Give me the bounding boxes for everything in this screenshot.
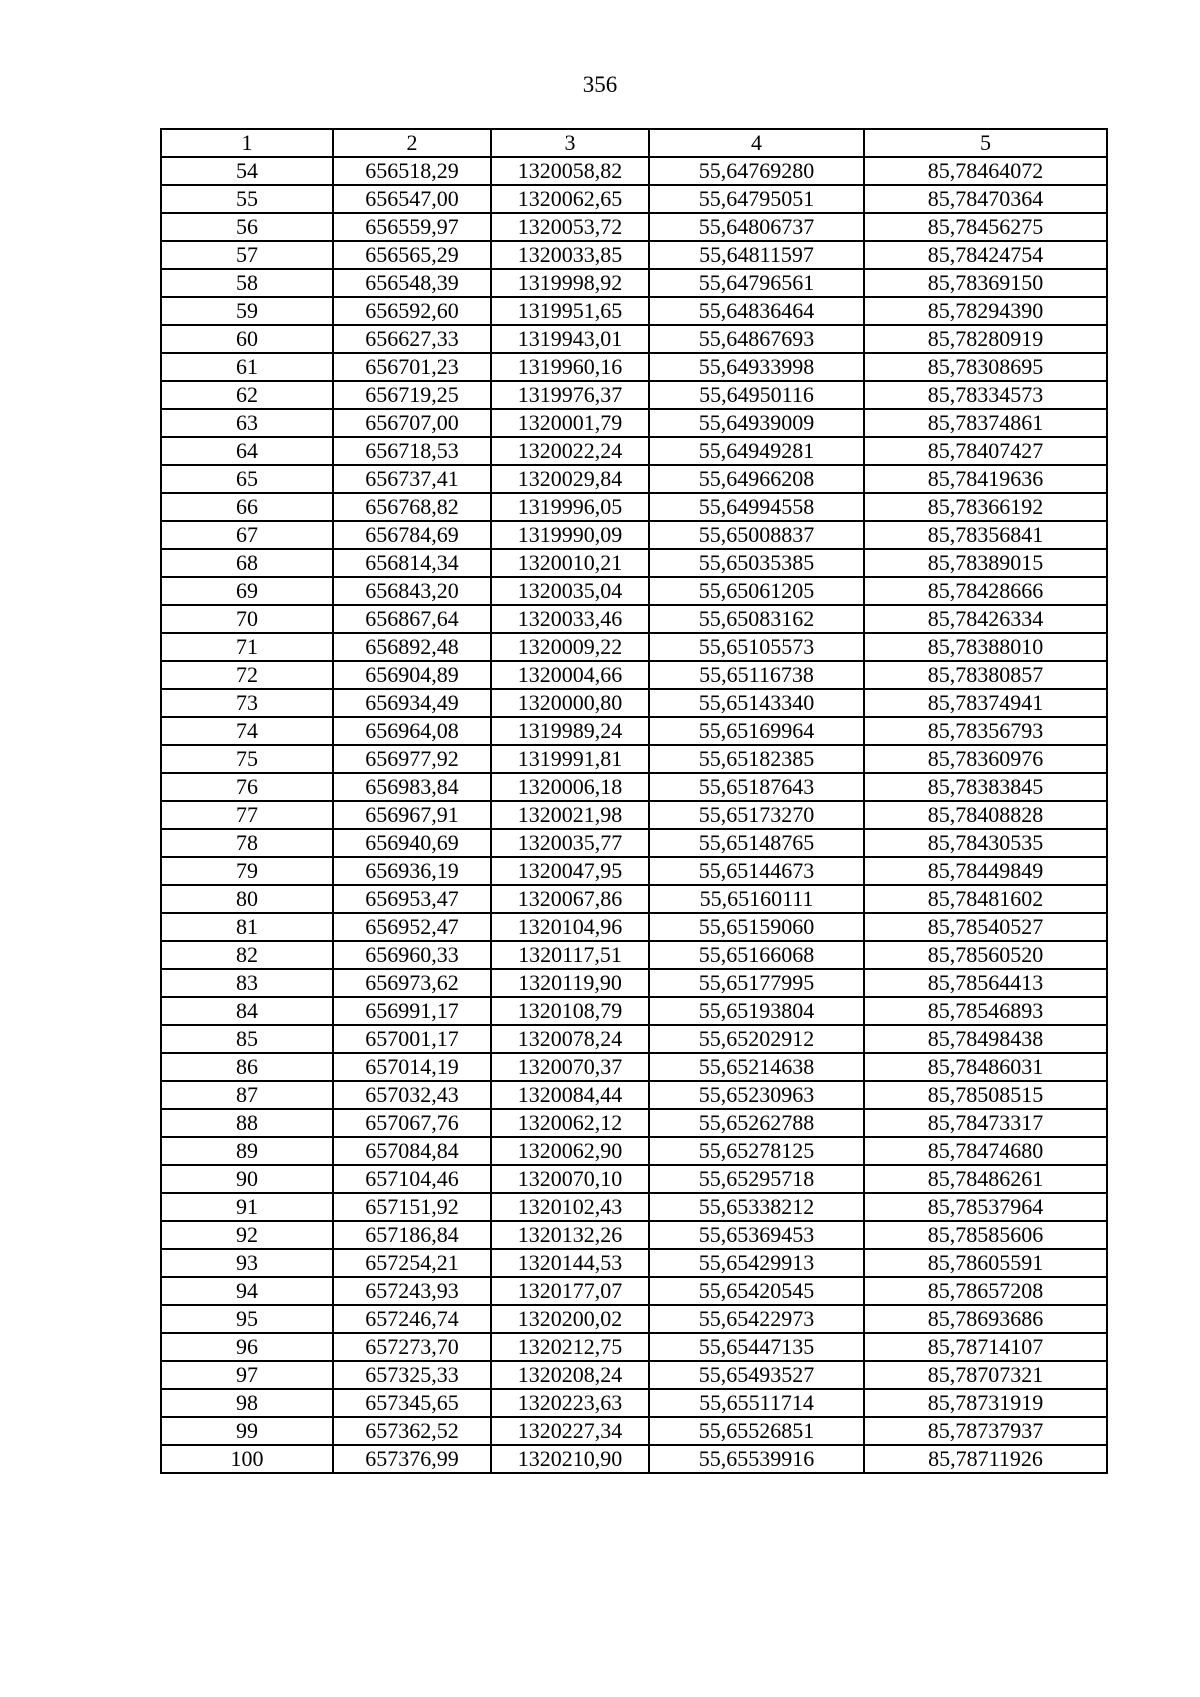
table-cell-col-5: 85,78737937 [864, 1417, 1107, 1445]
table-cell-col-5: 85,78508515 [864, 1081, 1107, 1109]
table-cell-col-4: 55,65295718 [649, 1165, 864, 1193]
table-cell-col-1: 99 [161, 1417, 333, 1445]
table-cell-col-2: 657104,46 [333, 1165, 491, 1193]
table-cell-col-1: 66 [161, 493, 333, 521]
table-cell-col-4: 55,65187643 [649, 773, 864, 801]
table-cell-col-1: 93 [161, 1249, 333, 1277]
table-cell-col-5: 85,78334573 [864, 381, 1107, 409]
table-row [161, 213, 1107, 241]
table-cell-col-3: 1320223,63 [491, 1389, 649, 1417]
table-cell-col-3: 1320078,24 [491, 1025, 649, 1053]
table-row [161, 1193, 1107, 1221]
table-cell-col-1: 91 [161, 1193, 333, 1221]
table-cell-col-4: 55,65262788 [649, 1109, 864, 1137]
table-cell-col-1: 84 [161, 997, 333, 1025]
table-row [161, 1165, 1107, 1193]
table-cell-col-3: 1320010,21 [491, 549, 649, 577]
table-cell-col-1: 83 [161, 969, 333, 997]
table-cell-col-3: 1320047,95 [491, 857, 649, 885]
table-cell-col-3: 1320001,79 [491, 409, 649, 437]
table-cell-col-3: 1320033,85 [491, 241, 649, 269]
table-cell-col-3: 1320208,24 [491, 1361, 649, 1389]
table-cell-col-5: 85,78470364 [864, 185, 1107, 213]
table-cell-col-1: 56 [161, 213, 333, 241]
table-cell-col-4: 55,64795051 [649, 185, 864, 213]
table-cell-col-1: 82 [161, 941, 333, 969]
table-cell-col-3: 1320004,66 [491, 661, 649, 689]
table-cell-col-3: 1320067,86 [491, 885, 649, 913]
table-row [161, 829, 1107, 857]
table-cell-col-4: 55,65429913 [649, 1249, 864, 1277]
table-cell-col-3: 1320177,07 [491, 1277, 649, 1305]
table-cell-col-2: 656973,62 [333, 969, 491, 997]
table-cell-col-4: 55,65173270 [649, 801, 864, 829]
table-cell-col-4: 55,65008837 [649, 521, 864, 549]
table-cell-col-4: 55,64939009 [649, 409, 864, 437]
table-row [161, 1389, 1107, 1417]
table-cell-col-1: 60 [161, 325, 333, 353]
table-row [161, 801, 1107, 829]
table-cell-col-2: 657186,84 [333, 1221, 491, 1249]
header-cell-1: 1 [161, 129, 333, 157]
table-cell-col-4: 55,64836464 [649, 297, 864, 325]
table-cell-col-3: 1320053,72 [491, 213, 649, 241]
table-cell-col-2: 656952,47 [333, 913, 491, 941]
table-cell-col-3: 1320070,37 [491, 1053, 649, 1081]
table-cell-col-3: 1320084,44 [491, 1081, 649, 1109]
table-cell-col-1: 76 [161, 773, 333, 801]
table-cell-col-2: 657151,92 [333, 1193, 491, 1221]
table-cell-col-5: 85,78308695 [864, 353, 1107, 381]
table-cell-col-1: 81 [161, 913, 333, 941]
table-cell-col-1: 92 [161, 1221, 333, 1249]
table-cell-col-2: 656867,64 [333, 605, 491, 633]
table-cell-col-5: 85,78424754 [864, 241, 1107, 269]
table-cell-col-4: 55,64806737 [649, 213, 864, 241]
table-cell-col-5: 85,78711926 [864, 1445, 1107, 1473]
table-row [161, 605, 1107, 633]
table-cell-col-3: 1320212,75 [491, 1333, 649, 1361]
table-row [161, 1417, 1107, 1445]
table-cell-col-1: 87 [161, 1081, 333, 1109]
table-cell-col-4: 55,65526851 [649, 1417, 864, 1445]
table-cell-col-1: 77 [161, 801, 333, 829]
table-cell-col-5: 85,78407427 [864, 437, 1107, 465]
header-row [161, 129, 1107, 157]
table-cell-col-1: 97 [161, 1361, 333, 1389]
table-row [161, 577, 1107, 605]
table-cell-col-5: 85,78473317 [864, 1109, 1107, 1137]
table-row [161, 437, 1107, 465]
table-cell-col-3: 1319989,24 [491, 717, 649, 745]
table-cell-col-4: 55,65144673 [649, 857, 864, 885]
table-cell-col-4: 55,65105573 [649, 633, 864, 661]
table-cell-col-3: 1320227,34 [491, 1417, 649, 1445]
table-row [161, 1053, 1107, 1081]
table-cell-col-4: 55,65202912 [649, 1025, 864, 1053]
table-cell-col-3: 1320022,24 [491, 437, 649, 465]
table-row [161, 1277, 1107, 1305]
header-cell-5: 5 [864, 129, 1107, 157]
table-row [161, 941, 1107, 969]
table-cell-col-2: 657067,76 [333, 1109, 491, 1137]
table-cell-col-3: 1320035,77 [491, 829, 649, 857]
table-cell-col-4: 55,65278125 [649, 1137, 864, 1165]
table-cell-col-1: 64 [161, 437, 333, 465]
table-cell-col-1: 80 [161, 885, 333, 913]
table-row [161, 157, 1107, 185]
table-cell-col-3: 1320009,22 [491, 633, 649, 661]
table-row [161, 241, 1107, 269]
table-cell-col-4: 55,65420545 [649, 1277, 864, 1305]
table-row [161, 465, 1107, 493]
table-cell-col-4: 55,65422973 [649, 1305, 864, 1333]
table-row [161, 1025, 1107, 1053]
table-cell-col-2: 656719,25 [333, 381, 491, 409]
table-cell-col-5: 85,78481602 [864, 885, 1107, 913]
table-cell-col-3: 1320200,02 [491, 1305, 649, 1333]
table-cell-col-5: 85,78605591 [864, 1249, 1107, 1277]
table-cell-col-2: 657243,93 [333, 1277, 491, 1305]
table-cell-col-3: 1320029,84 [491, 465, 649, 493]
table-cell-col-5: 85,78714107 [864, 1333, 1107, 1361]
table-cell-col-2: 656843,20 [333, 577, 491, 605]
table-body [161, 157, 1107, 1473]
table-cell-col-4: 55,64994558 [649, 493, 864, 521]
table-row [161, 997, 1107, 1025]
page-number: 356 [582, 72, 618, 97]
table-cell-col-1: 57 [161, 241, 333, 269]
table-row [161, 1221, 1107, 1249]
table-cell-col-1: 72 [161, 661, 333, 689]
table-cell-col-1: 95 [161, 1305, 333, 1333]
table-cell-col-3: 1320021,98 [491, 801, 649, 829]
table-cell-col-3: 1320062,90 [491, 1137, 649, 1165]
table-cell-col-2: 657345,65 [333, 1389, 491, 1417]
table-cell-col-1: 90 [161, 1165, 333, 1193]
table-cell-col-5: 85,78426334 [864, 605, 1107, 633]
table-cell-col-2: 656953,47 [333, 885, 491, 913]
table-cell-col-4: 55,65493527 [649, 1361, 864, 1389]
table-cell-col-1: 65 [161, 465, 333, 493]
table-cell-col-2: 656718,53 [333, 437, 491, 465]
table-cell-col-5: 85,78449849 [864, 857, 1107, 885]
table-row [161, 1249, 1107, 1277]
table-row [161, 1333, 1107, 1361]
table-cell-col-1: 70 [161, 605, 333, 633]
table-cell-col-3: 1320006,18 [491, 773, 649, 801]
table-cell-col-5: 85,78585606 [864, 1221, 1107, 1249]
table-cell-col-4: 55,64867693 [649, 325, 864, 353]
table-cell-col-1: 78 [161, 829, 333, 857]
table-row [161, 857, 1107, 885]
table-cell-col-5: 85,78564413 [864, 969, 1107, 997]
table-cell-col-5: 85,78464072 [864, 157, 1107, 185]
table-cell-col-4: 55,65159060 [649, 913, 864, 941]
table-cell-col-1: 79 [161, 857, 333, 885]
table-cell-col-1: 62 [161, 381, 333, 409]
table-cell-col-2: 657325,33 [333, 1361, 491, 1389]
table-cell-col-3: 1320000,80 [491, 689, 649, 717]
table-cell-col-2: 656960,33 [333, 941, 491, 969]
table-row [161, 633, 1107, 661]
table-cell-col-2: 656814,34 [333, 549, 491, 577]
table-cell-col-2: 657273,70 [333, 1333, 491, 1361]
table-row [161, 269, 1107, 297]
table-cell-col-5: 85,78657208 [864, 1277, 1107, 1305]
table-cell-col-2: 656904,89 [333, 661, 491, 689]
table-row [161, 549, 1107, 577]
table-cell-col-2: 657014,19 [333, 1053, 491, 1081]
table-cell-col-3: 1320102,43 [491, 1193, 649, 1221]
table-cell-col-1: 73 [161, 689, 333, 717]
table-cell-col-2: 656559,97 [333, 213, 491, 241]
table-cell-col-4: 55,65166068 [649, 941, 864, 969]
table-cell-col-2: 657362,52 [333, 1417, 491, 1445]
table-cell-col-3: 1320058,82 [491, 157, 649, 185]
table-row [161, 353, 1107, 381]
table-cell-col-5: 85,78428666 [864, 577, 1107, 605]
table-cell-col-3: 1320210,90 [491, 1445, 649, 1473]
table-cell-col-1: 96 [161, 1333, 333, 1361]
table-cell-col-2: 656977,92 [333, 745, 491, 773]
table-cell-col-4: 55,65143340 [649, 689, 864, 717]
table-cell-col-4: 55,65083162 [649, 605, 864, 633]
table-cell-col-3: 1320119,90 [491, 969, 649, 997]
table-cell-col-3: 1319991,81 [491, 745, 649, 773]
table-cell-col-3: 1319960,16 [491, 353, 649, 381]
table-cell-col-3: 1320070,10 [491, 1165, 649, 1193]
table-cell-col-1: 98 [161, 1389, 333, 1417]
table-row [161, 913, 1107, 941]
table-row [161, 689, 1107, 717]
table-cell-col-5: 85,78546893 [864, 997, 1107, 1025]
table-row [161, 409, 1107, 437]
table-cell-col-4: 55,65177995 [649, 969, 864, 997]
table-cell-col-3: 1319996,05 [491, 493, 649, 521]
table-cell-col-3: 1320033,46 [491, 605, 649, 633]
table-cell-col-3: 1319976,37 [491, 381, 649, 409]
table-cell-col-4: 55,65369453 [649, 1221, 864, 1249]
table-cell-col-3: 1319951,65 [491, 297, 649, 325]
table-cell-col-4: 55,65338212 [649, 1193, 864, 1221]
table-cell-col-2: 656547,00 [333, 185, 491, 213]
table-row [161, 885, 1107, 913]
table-cell-col-2: 656701,23 [333, 353, 491, 381]
table-cell-col-1: 74 [161, 717, 333, 745]
table-cell-col-5: 85,78560520 [864, 941, 1107, 969]
table-cell-col-2: 656565,29 [333, 241, 491, 269]
header-cell-3: 3 [491, 129, 649, 157]
table-row [161, 773, 1107, 801]
table-cell-col-1: 61 [161, 353, 333, 381]
table-cell-col-5: 85,78388010 [864, 633, 1107, 661]
table-cell-col-3: 1319943,01 [491, 325, 649, 353]
table-cell-col-1: 59 [161, 297, 333, 325]
table-row [161, 745, 1107, 773]
table-row [161, 1081, 1107, 1109]
table-cell-col-1: 58 [161, 269, 333, 297]
table-cell-col-2: 656548,39 [333, 269, 491, 297]
table-cell-col-4: 55,64811597 [649, 241, 864, 269]
table-cell-col-5: 85,78456275 [864, 213, 1107, 241]
table-cell-col-3: 1320062,65 [491, 185, 649, 213]
table-cell-col-5: 85,78498438 [864, 1025, 1107, 1053]
table-cell-col-2: 656768,82 [333, 493, 491, 521]
table-cell-col-3: 1319990,09 [491, 521, 649, 549]
header-cell-2: 2 [333, 129, 491, 157]
table-cell-col-5: 85,78380857 [864, 661, 1107, 689]
table-cell-col-2: 656964,08 [333, 717, 491, 745]
table-cell-col-4: 55,65214638 [649, 1053, 864, 1081]
table-cell-col-2: 656991,17 [333, 997, 491, 1025]
table-cell-col-1: 54 [161, 157, 333, 185]
table-row [161, 1137, 1107, 1165]
table-cell-col-5: 85,78419636 [864, 465, 1107, 493]
table-cell-col-2: 656627,33 [333, 325, 491, 353]
table-row [161, 185, 1107, 213]
table-cell-col-4: 55,64966208 [649, 465, 864, 493]
table-cell-col-2: 656592,60 [333, 297, 491, 325]
table-cell-col-2: 656518,29 [333, 157, 491, 185]
table-cell-col-5: 85,78356793 [864, 717, 1107, 745]
table-cell-col-1: 67 [161, 521, 333, 549]
table-cell-col-2: 656737,41 [333, 465, 491, 493]
table-cell-col-5: 85,78731919 [864, 1389, 1107, 1417]
table-cell-col-4: 55,65230963 [649, 1081, 864, 1109]
table-cell-col-2: 656983,84 [333, 773, 491, 801]
header-cell-4: 4 [649, 129, 864, 157]
table-cell-col-3: 1320144,53 [491, 1249, 649, 1277]
table-cell-col-4: 55,65148765 [649, 829, 864, 857]
table-row [161, 969, 1107, 997]
table-cell-col-3: 1320062,12 [491, 1109, 649, 1137]
table-cell-col-2: 657246,74 [333, 1305, 491, 1333]
table-row [161, 1109, 1107, 1137]
table-cell-col-4: 55,65061205 [649, 577, 864, 605]
table-cell-col-1: 75 [161, 745, 333, 773]
table-cell-col-5: 85,78408828 [864, 801, 1107, 829]
table-row [161, 661, 1107, 689]
table-cell-col-5: 85,78486261 [864, 1165, 1107, 1193]
table-cell-col-4: 55,65116738 [649, 661, 864, 689]
table-row [161, 297, 1107, 325]
table-header [161, 129, 1107, 157]
table-cell-col-5: 85,78374861 [864, 409, 1107, 437]
table-cell-col-1: 86 [161, 1053, 333, 1081]
table-cell-col-4: 55,64796561 [649, 269, 864, 297]
table-cell-col-2: 656934,49 [333, 689, 491, 717]
table-cell-col-3: 1320104,96 [491, 913, 649, 941]
table-cell-col-2: 657376,99 [333, 1445, 491, 1473]
table-row [161, 325, 1107, 353]
table-cell-col-5: 85,78707321 [864, 1361, 1107, 1389]
table-cell-col-4: 55,65035385 [649, 549, 864, 577]
table-cell-col-5: 85,78294390 [864, 297, 1107, 325]
table-cell-col-2: 656936,19 [333, 857, 491, 885]
table-cell-col-1: 55 [161, 185, 333, 213]
table-cell-col-3: 1320108,79 [491, 997, 649, 1025]
table-cell-col-1: 88 [161, 1109, 333, 1137]
table-cell-col-4: 55,65169964 [649, 717, 864, 745]
table-cell-col-4: 55,64949281 [649, 437, 864, 465]
table-cell-col-4: 55,64769280 [649, 157, 864, 185]
coordinates-table [160, 128, 1108, 1474]
table-cell-col-3: 1320132,26 [491, 1221, 649, 1249]
table-cell-col-2: 657254,21 [333, 1249, 491, 1277]
table-cell-col-5: 85,78356841 [864, 521, 1107, 549]
table-cell-col-4: 55,64933998 [649, 353, 864, 381]
table-cell-col-4: 55,65182385 [649, 745, 864, 773]
table-cell-col-3: 1320035,04 [491, 577, 649, 605]
table-cell-col-5: 85,78360976 [864, 745, 1107, 773]
table-cell-col-5: 85,78369150 [864, 269, 1107, 297]
table-cell-col-2: 656784,69 [333, 521, 491, 549]
table-cell-col-4: 55,65511714 [649, 1389, 864, 1417]
table-cell-col-4: 55,65193804 [649, 997, 864, 1025]
table-row [161, 381, 1107, 409]
table-row [161, 1305, 1107, 1333]
table-cell-col-1: 94 [161, 1277, 333, 1305]
table-row [161, 717, 1107, 745]
table-cell-col-4: 55,64950116 [649, 381, 864, 409]
table-row [161, 493, 1107, 521]
table-cell-col-2: 657001,17 [333, 1025, 491, 1053]
table-cell-col-5: 85,78280919 [864, 325, 1107, 353]
table-row [161, 1361, 1107, 1389]
table-row [161, 1445, 1107, 1473]
table-cell-col-5: 85,78486031 [864, 1053, 1107, 1081]
table-cell-col-5: 85,78537964 [864, 1193, 1107, 1221]
table-cell-col-2: 657032,43 [333, 1081, 491, 1109]
table-cell-col-4: 55,65160111 [649, 885, 864, 913]
table-cell-col-3: 1320117,51 [491, 941, 649, 969]
table-cell-col-1: 71 [161, 633, 333, 661]
table-cell-col-5: 85,78540527 [864, 913, 1107, 941]
table-row [161, 521, 1107, 549]
table-cell-col-1: 63 [161, 409, 333, 437]
table-cell-col-1: 89 [161, 1137, 333, 1165]
table-cell-col-1: 85 [161, 1025, 333, 1053]
table-cell-col-1: 100 [161, 1445, 333, 1473]
table-cell-col-5: 85,78366192 [864, 493, 1107, 521]
table-cell-col-5: 85,78474680 [864, 1137, 1107, 1165]
table-cell-col-2: 656967,91 [333, 801, 491, 829]
table-cell-col-1: 69 [161, 577, 333, 605]
table-cell-col-5: 85,78693686 [864, 1305, 1107, 1333]
table-cell-col-5: 85,78430535 [864, 829, 1107, 857]
table-cell-col-1: 68 [161, 549, 333, 577]
table-cell-col-3: 1319998,92 [491, 269, 649, 297]
table-cell-col-2: 656707,00 [333, 409, 491, 437]
table-cell-col-4: 55,65447135 [649, 1333, 864, 1361]
table-cell-col-5: 85,78383845 [864, 773, 1107, 801]
table-cell-col-2: 657084,84 [333, 1137, 491, 1165]
table-cell-col-5: 85,78374941 [864, 689, 1107, 717]
table-cell-col-2: 656892,48 [333, 633, 491, 661]
table-cell-col-2: 656940,69 [333, 829, 491, 857]
table-cell-col-5: 85,78389015 [864, 549, 1107, 577]
table-cell-col-4: 55,65539916 [649, 1445, 864, 1473]
